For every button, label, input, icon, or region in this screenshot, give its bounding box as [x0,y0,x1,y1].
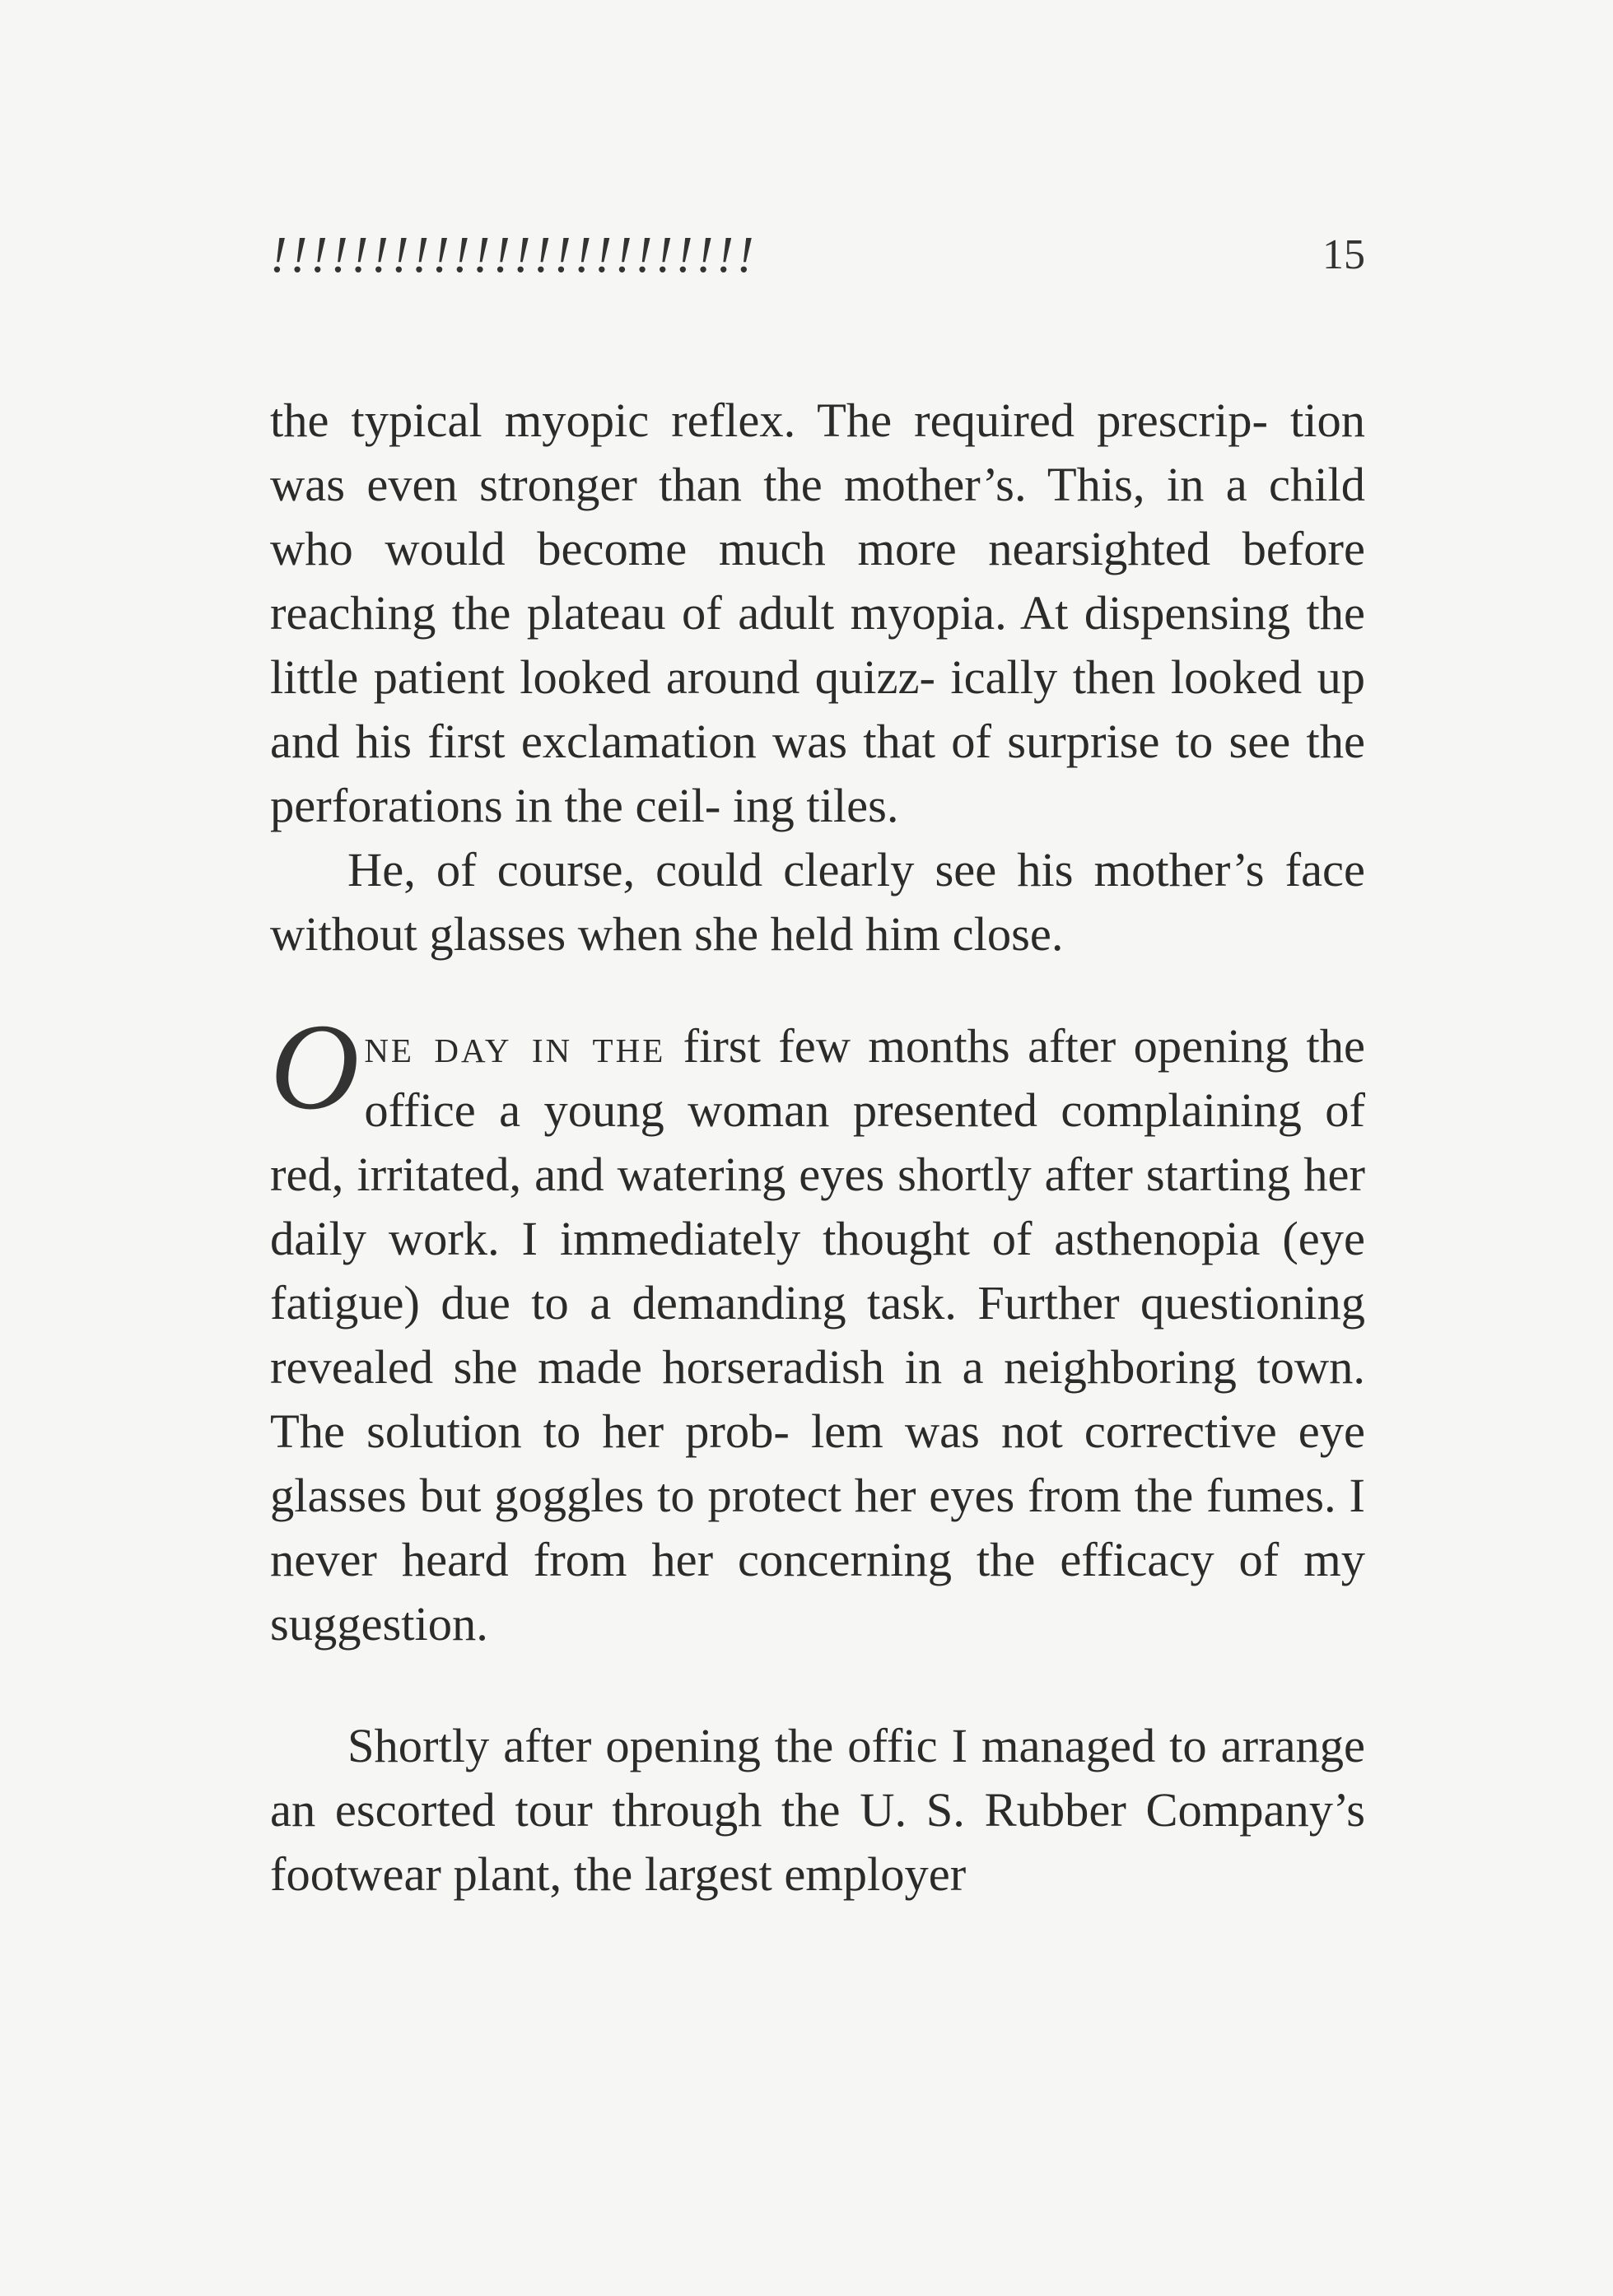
small-caps-lead: ne day in the [364,1019,666,1073]
running-header [270,222,1365,288]
paragraph-rubber-company: Shortly after opening the offic I managed to arrange an escorted tour through the U. S. Rubber Company’s footwear plant, the largest employer [270,1719,1365,1901]
paragraph-myopic-reflex: the typical myopic reflex. The required prescrip- tion was even stronger than the mother’s. This, in a child who would become much more nearsighted before reaching the plateau of adult myopia. At dispensing the little patient looked around quizz- ically then looked up and his first exclamation was that of surprise to see the perforations in the ceil- ing tiles. [270,394,1365,832]
drop-cap: O [270,999,360,1135]
page-number: 15 [1322,231,1365,278]
paragraph-mothers-face: He, of course, could clearly see his mother’s face without glasses when she held him close. [270,843,1365,961]
header-ornament: !!!!!!!!!!!!!!!!!!!!!!!! [270,227,758,283]
paragraph-horseradish-text: first few months after opening the office a young woman presented complaining of red, irritated, and watering eyes shortly after starting her daily work. I immediately thought of asthenopia (eye fatigue) due to a demanding task. Further questioning revealed she made horseradish in a neighboring town. The solution to her prob- lem was not corrective eye glasses but goggles to protect her eyes from the fumes. I never heard from her concerning the efficacy of my suggestion. [270,1019,1365,1651]
paragraph-horseradish [270,999,1365,1656]
body-text [270,389,1365,1907]
